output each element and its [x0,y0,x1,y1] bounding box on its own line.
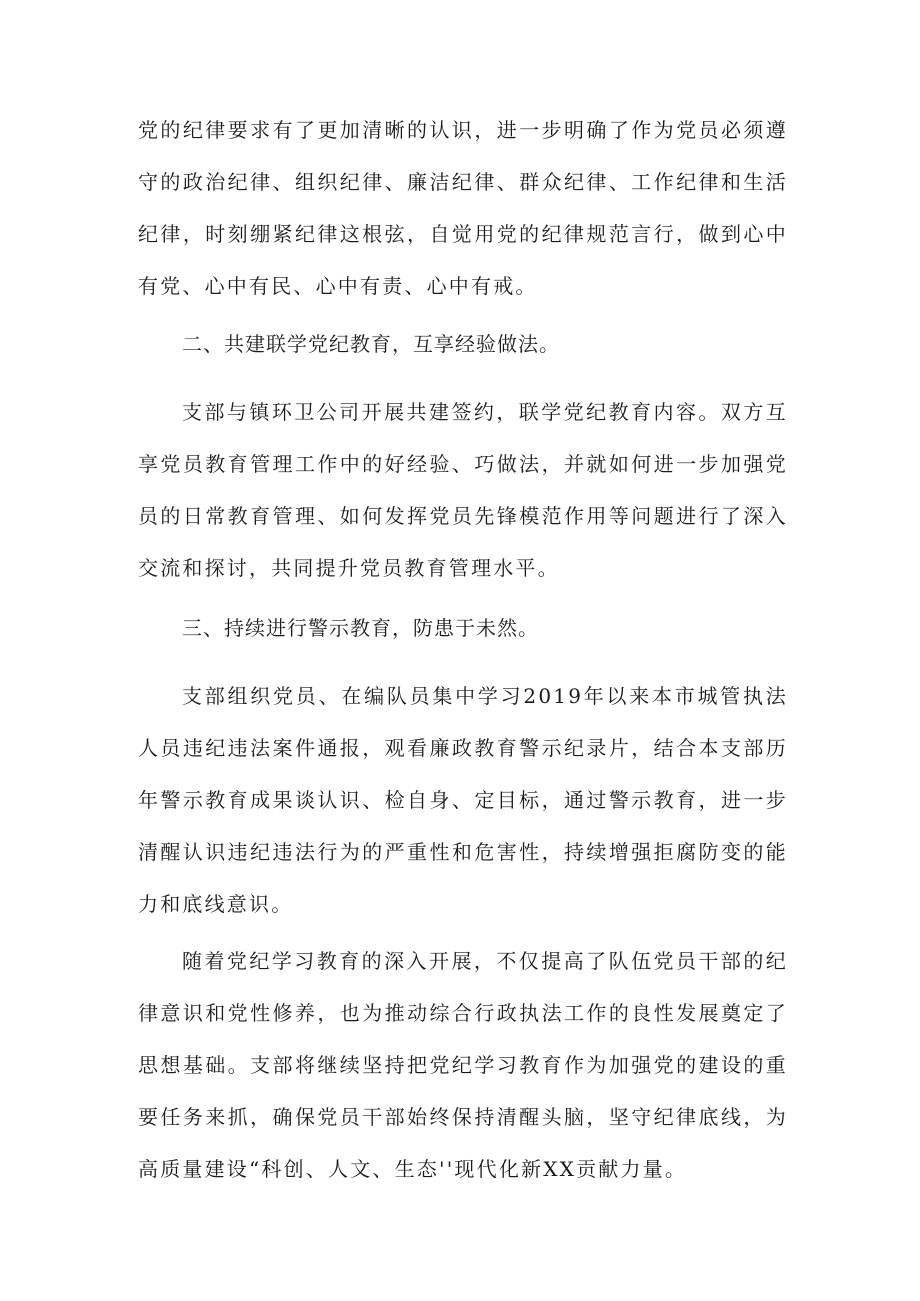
section-heading-joint-study: 二、共建联学党纪教育，互享经验做法。 [182,332,560,356]
paragraph-conclusion: 随着党纪学习教育的深入开展，不仅提高了队伍党员干部的纪律意识和党性修养，也为推动综合行政执法工作的良性发展奠定了思想基础。支部将继续坚持把党纪学习教育作为加强党的建设的重要任务来抓，确保党员干部始终保持清醒头脑，坚守纪律底线，为高质量建设“科创、人文、生态''现代化新XX贡献力量。 [138,949,788,1181]
paragraph-warning-education: 支部组织党员、在编队员集中学习2019年以来本市城管执法人员违纪违法案件通报，观看廉政教育警示纪录片，结合本支部历年警示教育成果谈认识、检自身、定目标，通过警示教育，进一步清醒认识违纪违法行为的严重性和危害性，持续增强拒腐防变的能力和底线意识。 [138,684,788,916]
paragraph-joint-study: 支部与镇环卫公司开展共建签约，联学党纪教育内容。双方互享党员教育管理工作中的好经验、巧做法，并就如何进一步加强党员的日常教育管理、如何发挥党员先锋模范作用等问题进行了深入交流和探讨，共同提升党员教育管理水平。 [138,400,788,580]
paragraph-discipline-awareness: 党的纪律要求有了更加清晰的认识，进一步明确了作为党员必须遵守的政治纪律、组织纪律、廉洁纪律、群众纪律、工作纪律和生活纪律，时刻绷紧纪律这根弦，自觉用党的纪律规范言行，做到心中有党、心中有民、心中有责、心中有戒。 [138,118,788,298]
section-heading-warning-education: 三、持续进行警示教育，防患于未然。 [182,616,539,640]
